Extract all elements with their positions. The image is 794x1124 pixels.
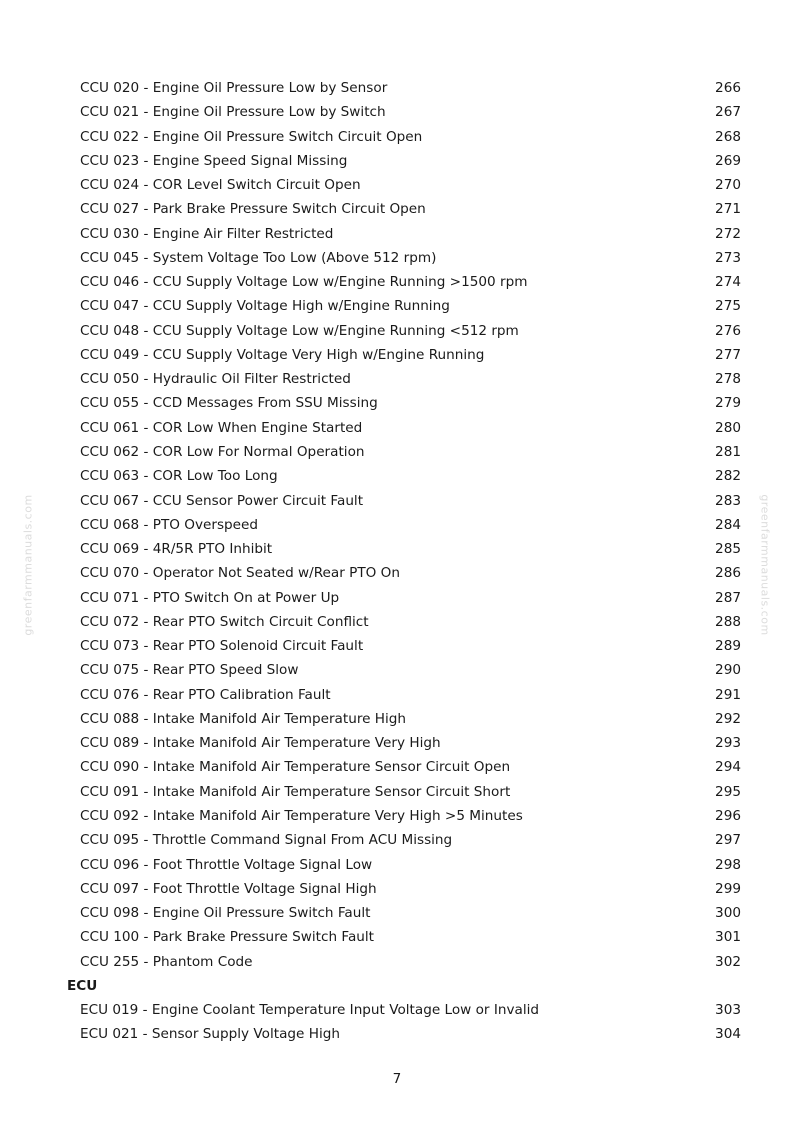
toc-entry[interactable]	[0, 707, 794, 731]
toc-entry-page: 295	[715, 783, 741, 800]
toc-entry[interactable]	[0, 901, 794, 925]
toc-entry[interactable]	[0, 828, 794, 852]
toc-entry-page: 294	[715, 759, 741, 776]
toc-entry[interactable]	[0, 149, 794, 173]
toc-entry[interactable]	[0, 464, 794, 488]
toc-entry-title[interactable]: CCU 020 - Engine Oil Pressure Low by Sensor	[80, 80, 388, 96]
toc-entry-title[interactable]: CCU 089 - Intake Manifold Air Temperature Very High	[80, 735, 441, 752]
toc-entry[interactable]	[0, 440, 794, 464]
toc-entry-page: 276	[715, 322, 741, 339]
watermark-right: greenfarmmanuals.com	[758, 494, 772, 636]
toc-entry[interactable]	[0, 658, 794, 682]
toc-entry-title[interactable]: CCU 073 - Rear PTO Solenoid Circuit Fault	[80, 638, 364, 655]
section-heading-label: ECU	[67, 977, 98, 994]
toc-entry-title[interactable]: ECU 021 - Sensor Supply Voltage High	[80, 1026, 340, 1043]
toc-entry-page: 280	[715, 419, 741, 436]
toc-entry-page: 287	[715, 589, 741, 606]
toc-entry-page: 292	[715, 710, 741, 727]
toc-entry[interactable]	[0, 513, 794, 537]
toc-entry-page: 274	[715, 274, 741, 291]
toc-entry-page: 298	[715, 856, 741, 873]
toc-entry[interactable]	[0, 343, 794, 367]
toc-entry-title[interactable]: CCU 021 - Engine Oil Pressure Low by Switch	[80, 104, 386, 121]
toc-entry[interactable]	[0, 1022, 794, 1046]
toc-entry-title[interactable]: CCU 023 - Engine Speed Signal Missing	[80, 152, 348, 169]
toc-entry-page: 293	[715, 735, 741, 752]
toc-entry[interactable]	[0, 125, 794, 149]
toc-entry[interactable]	[0, 100, 794, 124]
toc-entry-page: 273	[715, 249, 741, 266]
page-number: 7	[392, 1071, 402, 1087]
toc-entry[interactable]	[0, 391, 794, 415]
toc-entry-page: 267	[715, 104, 741, 121]
toc-entry-title[interactable]: CCU 096 - Foot Throttle Voltage Signal Low	[80, 856, 373, 873]
toc-entry-title[interactable]: CCU 255 - Phantom Code	[80, 953, 253, 970]
toc-entry-title[interactable]: CCU 050 - Hydraulic Oil Filter Restricted	[80, 371, 351, 388]
toc-section-heading	[0, 974, 794, 998]
toc-entry-title[interactable]: CCU 024 - COR Level Switch Circuit Open	[80, 177, 361, 194]
toc-entry-page: 279	[715, 395, 741, 412]
toc-entry-title[interactable]: CCU 075 - Rear PTO Speed Slow	[80, 662, 299, 679]
toc-entry-page: 270	[715, 177, 741, 194]
toc-entry[interactable]	[0, 998, 794, 1022]
toc-entry[interactable]	[0, 489, 794, 513]
toc-entry[interactable]	[0, 319, 794, 343]
toc-entry-page: 281	[715, 443, 741, 460]
toc-entry-page: 301	[715, 929, 741, 946]
toc-entry-title[interactable]: CCU 067 - CCU Sensor Power Circuit Fault	[80, 492, 364, 509]
toc-entry-title[interactable]: CCU 030 - Engine Air Filter Restricted	[80, 225, 334, 242]
toc-entry[interactable]	[0, 537, 794, 561]
toc-entry[interactable]	[0, 634, 794, 658]
toc-entry-page: 271	[715, 201, 741, 218]
toc-entry-title[interactable]: CCU 048 - CCU Supply Voltage Low w/Engine Running <512 rpm	[80, 322, 519, 339]
toc-entry-page: 266	[715, 80, 741, 96]
table-of-contents	[0, 76, 794, 1047]
toc-entry[interactable]	[0, 853, 794, 877]
toc-entry-page: 291	[715, 686, 741, 703]
toc-entry[interactable]	[0, 76, 794, 100]
toc-entry-page: 299	[715, 880, 741, 897]
toc-entry[interactable]	[0, 950, 794, 974]
watermark-left: greenfarmmanuals.com	[21, 494, 35, 636]
toc-entry-title[interactable]: CCU 095 - Throttle Command Signal From ACU Missing	[80, 832, 453, 849]
toc-entry[interactable]	[0, 173, 794, 197]
toc-entry-title[interactable]: CCU 068 - PTO Overspeed	[80, 516, 259, 533]
toc-entry-page: 300	[715, 905, 741, 922]
toc-entry-page: 282	[715, 468, 741, 485]
toc-entry[interactable]	[0, 270, 794, 294]
toc-entry-page: 286	[715, 565, 741, 582]
toc-entry-title[interactable]: CCU 092 - Intake Manifold Air Temperature Very High >5 Minutes	[80, 807, 523, 824]
toc-entry-title[interactable]: CCU 072 - Rear PTO Switch Circuit Conflict	[80, 613, 369, 630]
toc-entry-page: 297	[715, 832, 741, 849]
toc-entry[interactable]	[0, 246, 794, 270]
toc-entry-page: 268	[715, 128, 741, 145]
toc-entry[interactable]	[0, 294, 794, 318]
toc-entry[interactable]	[0, 780, 794, 804]
toc-entry[interactable]	[0, 804, 794, 828]
toc-entry-title[interactable]: CCU 061 - COR Low When Engine Started	[80, 419, 363, 436]
toc-entry-page: 277	[715, 346, 741, 363]
toc-entry-title[interactable]: CCU 070 - Operator Not Seated w/Rear PTO On	[80, 565, 400, 582]
toc-entry[interactable]	[0, 610, 794, 634]
toc-entry-title[interactable]: ECU 019 - Engine Coolant Temperature Input Voltage Low or Invalid	[80, 1002, 540, 1019]
toc-entry-page: 289	[715, 638, 741, 655]
toc-entry[interactable]	[0, 222, 794, 246]
toc-entry[interactable]	[0, 683, 794, 707]
toc-entry[interactable]	[0, 416, 794, 440]
toc-entry-page: 296	[715, 807, 741, 824]
toc-entry-title[interactable]: CCU 027 - Park Brake Pressure Switch Circuit Open	[80, 201, 426, 218]
toc-entry-page: 283	[715, 492, 741, 509]
toc-entry-title[interactable]: CCU 071 - PTO Switch On at Power Up	[80, 589, 340, 606]
toc-entry-page: 290	[715, 662, 741, 679]
toc-entry-title[interactable]: CCU 046 - CCU Supply Voltage Low w/Engine Running >1500 rpm	[80, 274, 528, 291]
toc-entry-page: 304	[715, 1026, 741, 1043]
toc-entry-title[interactable]: CCU 088 - Intake Manifold Air Temperature High	[80, 710, 407, 727]
toc-entry-title[interactable]: CCU 045 - System Voltage Too Low (Above 512 rpm)	[80, 249, 437, 266]
toc-entry-title[interactable]: CCU 090 - Intake Manifold Air Temperature Sensor Circuit Open	[80, 759, 511, 776]
toc-entry-title[interactable]: CCU 062 - COR Low For Normal Operation	[80, 443, 365, 460]
toc-entry-title[interactable]: CCU 100 - Park Brake Pressure Switch Fault	[80, 929, 375, 946]
toc-entry-page: 275	[715, 298, 741, 315]
toc-entry-page: 284	[715, 516, 741, 533]
toc-entry-title[interactable]: CCU 098 - Engine Oil Pressure Switch Fault	[80, 905, 371, 922]
toc-entry-page: 285	[715, 541, 741, 558]
toc-entry-title[interactable]: CCU 069 - 4R/5R PTO Inhibit	[80, 541, 273, 558]
toc-entry[interactable]	[0, 561, 794, 585]
toc-entry-title[interactable]: CCU 076 - Rear PTO Calibration Fault	[80, 686, 331, 703]
toc-entry-title[interactable]: CCU 091 - Intake Manifold Air Temperature Sensor Circuit Short	[80, 783, 511, 800]
toc-entry-page: 272	[715, 225, 741, 242]
toc-entry[interactable]	[0, 586, 794, 610]
toc-entry-title[interactable]: CCU 097 - Foot Throttle Voltage Signal High	[80, 880, 377, 897]
toc-entry-page: 278	[715, 371, 741, 388]
toc-entry-page: 288	[715, 613, 741, 630]
toc-entry-title[interactable]: CCU 022 - Engine Oil Pressure Switch Circuit Open	[80, 128, 423, 145]
toc-entry-page: 269	[715, 152, 741, 169]
toc-entry-page: 303	[715, 1002, 741, 1019]
toc-entry-page: 302	[715, 953, 741, 970]
toc-entry[interactable]	[0, 755, 794, 779]
toc-entry[interactable]	[0, 367, 794, 391]
toc-entry[interactable]	[0, 877, 794, 901]
toc-entry-title[interactable]: CCU 049 - CCU Supply Voltage Very High w/Engine Running	[80, 346, 485, 363]
toc-entry-title[interactable]: CCU 063 - COR Low Too Long	[80, 468, 278, 485]
toc-entry[interactable]	[0, 731, 794, 755]
toc-entry[interactable]	[0, 925, 794, 949]
toc-entry[interactable]	[0, 197, 794, 221]
toc-entry-title[interactable]: CCU 047 - CCU Supply Voltage High w/Engine Running	[80, 298, 450, 315]
toc-entry-title[interactable]: CCU 055 - CCD Messages From SSU Missing	[80, 395, 378, 412]
